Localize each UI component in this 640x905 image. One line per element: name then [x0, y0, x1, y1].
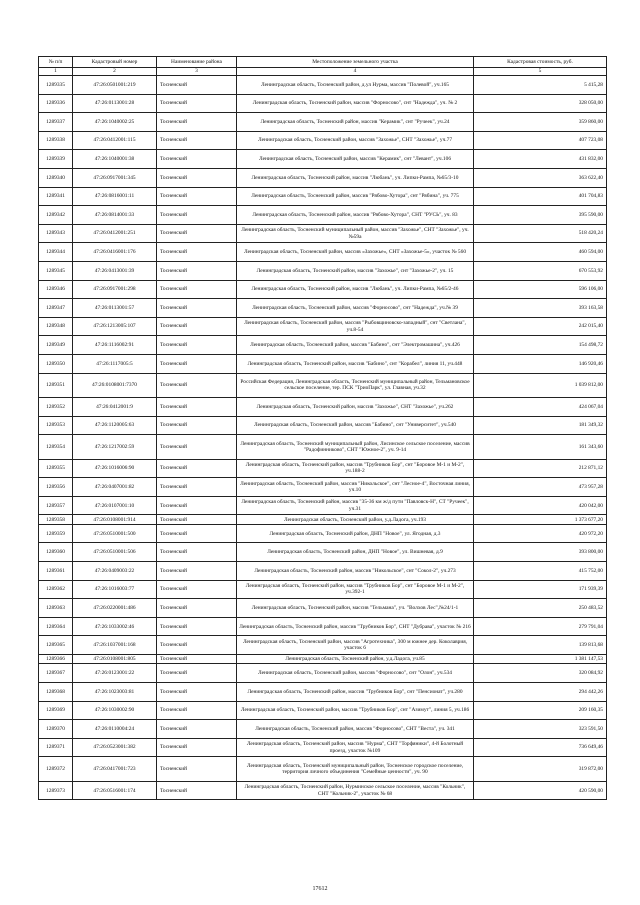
- table-row: [39, 94, 607, 113]
- table-row: [39, 416, 607, 435]
- cadastral-value-cell: 596 106,00: [474, 280, 607, 299]
- row-number-cell: 1289357: [39, 496, 73, 515]
- cadastral-value-cell: 518 420,24: [474, 224, 607, 243]
- column-number: 5: [474, 68, 607, 76]
- row-number-cell: 1289342: [39, 206, 73, 225]
- row-number-cell: 1289335: [39, 76, 73, 95]
- cadastral-number-cell: 47:26:1040001:38: [73, 150, 157, 169]
- cadastral-value-cell: 279 791,04: [474, 617, 607, 636]
- table-row: [39, 131, 607, 150]
- district-cell: Тосненский: [157, 373, 237, 398]
- cadastral-number-cell: 47:26:0510001:506: [73, 543, 157, 562]
- district-cell: Тосненский: [157, 524, 237, 543]
- cadastral-number-cell: 47:26:0113001:28: [73, 94, 157, 113]
- header-location: Местоположение земельного участка: [237, 57, 474, 68]
- location-cell: Ленинградская область, Тосненский район, массив "Рябово-Хутора", СНТ "РУСЬ", уч. 83: [237, 206, 474, 225]
- table-row: [39, 757, 607, 782]
- location-cell: Ленинградская область, Тосненский район, массив "Рябово-Хутора", снт "Рябина", уч. 775: [237, 187, 474, 206]
- cadastral-number-cell: 47:26:0220001:486: [73, 599, 157, 618]
- row-number-cell: 1289361: [39, 562, 73, 581]
- cadastral-number-cell: 47:26:1116002:91: [73, 336, 157, 355]
- cadastral-value-cell: 242 015,40: [474, 317, 607, 336]
- cadastral-value-cell: 181 349,32: [474, 416, 607, 435]
- location-cell: Ленинградская область, Тосненский район, массив "Трубников Бор", СНТ "Дубрава", участок № 216: [237, 617, 474, 636]
- district-cell: Тосненский: [157, 459, 237, 478]
- cadastral-value-cell: 415 752,00: [474, 562, 607, 581]
- location-cell: Ленинградская область, Тосненский район, массив "Бабино", снт "Корабел", линия 11, уч.448: [237, 354, 474, 373]
- cadastral-number-cell: 47:26:0501001:219: [73, 76, 157, 95]
- table-row: [39, 76, 607, 95]
- row-number-cell: 1289368: [39, 683, 73, 702]
- district-cell: Тосненский: [157, 299, 237, 318]
- location-cell: Ленинградская область, Тосненский район, массив "Форносово", СНТ "Веста", уч. 341: [237, 720, 474, 739]
- row-number-cell: 1289362: [39, 580, 73, 599]
- location-cell: Ленинградская область, Тосненский район, массив "Трубников Бор", снт "Азимут", линия 5, уч.186: [237, 701, 474, 720]
- cadastral-value-cell: 154 498,72: [474, 336, 607, 355]
- cadastral-number-cell: 47:26:1120005:63: [73, 416, 157, 435]
- location-cell: Ленинградская область, Тосненский район, Нурминское сельское поселение, массив "Кольник", СНТ "Кольник-2", участок № 68: [237, 781, 474, 800]
- district-cell: Тосненский: [157, 496, 237, 515]
- district-cell: Тосненский: [157, 720, 237, 739]
- table-row: [39, 636, 607, 655]
- cadastral-value-cell: 420 972,20: [474, 524, 607, 543]
- district-cell: Тосненский: [157, 261, 237, 280]
- cadastral-number-cell: 47:26:1030002:90: [73, 701, 157, 720]
- row-number-cell: 1289341: [39, 187, 73, 206]
- cadastral-number-cell: 47:26:0412001:115: [73, 131, 157, 150]
- row-number-cell: 1289347: [39, 299, 73, 318]
- row-number-cell: 1289340: [39, 168, 73, 187]
- table-row: [39, 515, 607, 524]
- location-cell: Ленинградская область, Тосненский район, ДНП "Новое", ул. Ягодная, д.3: [237, 524, 474, 543]
- cadastral-value-cell: 139 813,68: [474, 636, 607, 655]
- cadastral-value-cell: 328 050,00: [474, 94, 607, 113]
- row-number-cell: 1289369: [39, 701, 73, 720]
- cadastral-value-cell: 363 622,40: [474, 168, 607, 187]
- location-cell: Ленинградская область, Тосненский район, массив "Керамик", снт "Ручеек", уч.24: [237, 113, 474, 132]
- cadastral-number-cell: 47:26:0107001:10: [73, 496, 157, 515]
- row-number-cell: 1289360: [39, 543, 73, 562]
- cadastral-number-cell: 47:26:0110004:24: [73, 720, 157, 739]
- cadastral-value-cell: 320 084,92: [474, 664, 607, 683]
- row-number-cell: 1289356: [39, 478, 73, 497]
- table-row: [39, 206, 607, 225]
- location-cell: Ленинградская область, Тосненский район, массив "Трубников Бор", снт "Пенсионат", уч.280: [237, 683, 474, 702]
- location-cell: Ленинградская область, Тосненский район, массив "Трубников Бор", снт "Боровое М-1 и М-2", уч.188-2: [237, 459, 474, 478]
- cadastral-value-cell: 209 160,35: [474, 701, 607, 720]
- district-cell: Тосненский: [157, 224, 237, 243]
- cadastral-value-cell: 460 594,00: [474, 243, 607, 262]
- district-cell: Тосненский: [157, 131, 237, 150]
- table-row: [39, 113, 607, 132]
- district-cell: Тосненский: [157, 76, 237, 95]
- header-district: Наименование района: [157, 57, 237, 68]
- table-row: [39, 187, 607, 206]
- cadastral-number-cell: 47:26:1037001:168: [73, 636, 157, 655]
- cadastral-value-cell: 420 590,00: [474, 781, 607, 800]
- cadastral-value-cell: 161 343,60: [474, 435, 607, 460]
- location-cell: Ленинградская область, Тосненский район, массив "Трубников Бор", снт "Боровое М-1 и М-2", уч.392-1: [237, 580, 474, 599]
- district-cell: Тосненский: [157, 243, 237, 262]
- table-row: [39, 617, 607, 636]
- table-row: [39, 243, 607, 262]
- table-row: [39, 720, 607, 739]
- district-cell: Тосненский: [157, 336, 237, 355]
- table-row: [39, 478, 607, 497]
- location-cell: Ленинградская область, Тосненский район, массив «Захожье», СНТ «Захожье-5», участок № 560: [237, 243, 474, 262]
- row-number-cell: 1289354: [39, 435, 73, 460]
- row-number-cell: 1289350: [39, 354, 73, 373]
- cadastral-number-cell: 47:26:0108001:914: [73, 515, 157, 524]
- location-cell: Ленинградская область, Тосненский район, массив "Захожье", СНТ "Захожье", уч.77: [237, 131, 474, 150]
- row-number-cell: 1289336: [39, 94, 73, 113]
- row-number-cell: 1289353: [39, 416, 73, 435]
- table-row: [39, 373, 607, 398]
- cadastral-number-cell: 47:26:1040002:25: [73, 113, 157, 132]
- table-row: [39, 459, 607, 478]
- location-cell: Ленинградская область, Тосненский район, массив "Никольское", снт "Лесное-4", Восточная линия, уч.10: [237, 478, 474, 497]
- row-number-cell: 1289355: [39, 459, 73, 478]
- cadastral-value-cell: 424 067,04: [474, 398, 607, 417]
- header-cadastral-value: Кадастровая стоимость, руб.: [474, 57, 607, 68]
- table-row: [39, 336, 607, 355]
- cadastral-value-cell: 407 723,08: [474, 131, 607, 150]
- row-number-cell: 1289359: [39, 524, 73, 543]
- cadastral-number-cell: 47:26:0412001:9: [73, 398, 157, 417]
- location-cell: Ленинградская область, Тосненский район, массив "Рыбовщиновско-западный", снт "Светлана", уч.8-54: [237, 317, 474, 336]
- table-row: [39, 562, 607, 581]
- district-cell: Тосненский: [157, 280, 237, 299]
- table-row: [39, 781, 607, 800]
- table-row: [39, 261, 607, 280]
- cadastral-number-cell: 47:26:0409003:22: [73, 562, 157, 581]
- table-row: [39, 664, 607, 683]
- row-number-cell: 1289344: [39, 243, 73, 262]
- column-number: 1: [39, 68, 73, 76]
- location-cell: Ленинградская область, Тосненский район, массив "Никольское", снт "Сокол-2", уч.273: [237, 562, 474, 581]
- district-cell: Тосненский: [157, 168, 237, 187]
- page-number: 17612: [312, 886, 328, 892]
- cadastral-value-cell: 393 800,00: [474, 543, 607, 562]
- table-row: [39, 435, 607, 460]
- cadastral-value-cell: 319 872,00: [474, 757, 607, 782]
- row-number-cell: 1289346: [39, 280, 73, 299]
- row-number-cell: 1289373: [39, 781, 73, 800]
- cadastral-number-cell: 47:26:0917001:298: [73, 280, 157, 299]
- column-number: 3: [157, 68, 237, 76]
- column-number: 4: [237, 68, 474, 76]
- district-cell: Тосненский: [157, 781, 237, 800]
- cadastral-number-cell: 47:26:1016006:90: [73, 459, 157, 478]
- cadastral-number-cell: 47:26:1016003:77: [73, 580, 157, 599]
- district-cell: Тосненский: [157, 435, 237, 460]
- cadastral-value-cell: 323 591,50: [474, 720, 607, 739]
- cadastral-number-cell: 47:26:0516001:174: [73, 781, 157, 800]
- cadastral-number-cell: 47:26:0816001:11: [73, 187, 157, 206]
- table-row: [39, 150, 607, 169]
- row-number-cell: 1289338: [39, 131, 73, 150]
- cadastral-value-cell: 294 442,26: [474, 683, 607, 702]
- location-cell: Ленинградская область, Тосненский район, д.ул Нурма, массив "Полевой", уч.165: [237, 76, 474, 95]
- location-cell: Ленинградская область, Тосненский район, массив "Любань", уч. Липки-Рампа, №65/2-46: [237, 280, 474, 299]
- table-row: [39, 299, 607, 318]
- row-number-cell: 1289370: [39, 720, 73, 739]
- cadastral-number-cell: 47:26:0123001:22: [73, 664, 157, 683]
- row-number-cell: 1289366: [39, 655, 73, 664]
- table-row: [39, 543, 607, 562]
- column-number-row: [39, 68, 607, 76]
- table-row: [39, 683, 607, 702]
- cadastral-number-cell: 47:26:1217002:59: [73, 435, 157, 460]
- table-row: [39, 599, 607, 618]
- cadastral-value-cell: 1 373 677,20: [474, 515, 607, 524]
- cadastral-value-cell: 359 860,00: [474, 113, 607, 132]
- header-row-number: № п/п: [39, 57, 73, 68]
- location-cell: Ленинградская область, Тосненский муниципальный район, массив "Захожье", СНТ "Захожье", уч.№59а: [237, 224, 474, 243]
- location-cell: Ленинградская область, Тосненский район, массив "Форносово", снт "Надежда", уч.№ 39: [237, 299, 474, 318]
- cadastral-number-cell: 47:26:1213005:107: [73, 317, 157, 336]
- district-cell: Тосненский: [157, 580, 237, 599]
- location-cell: Ленинградская область, Тосненский район, массив "Любань", уч. Липки-Рампа, №65/3-10: [237, 168, 474, 187]
- cadastral-number-cell: 47:26:0416001:176: [73, 243, 157, 262]
- district-cell: Тосненский: [157, 655, 237, 664]
- cadastral-number-cell: 47:26:1033002:46: [73, 617, 157, 636]
- cadastral-number-cell: 47:26:1117005:5: [73, 354, 157, 373]
- cadastral-value-cell: 171 939,39: [474, 580, 607, 599]
- cadastral-value-cell: 1 381 147,53: [474, 655, 607, 664]
- row-number-cell: 1289337: [39, 113, 73, 132]
- district-cell: Тосненский: [157, 317, 237, 336]
- table-row: [39, 524, 607, 543]
- row-number-cell: 1289371: [39, 738, 73, 757]
- cadastral-number-cell: 47:26:0113001:57: [73, 299, 157, 318]
- header-cadastral-number: Кадастровый номер: [73, 57, 157, 68]
- cadastral-value-cell: 401 704,83: [474, 187, 607, 206]
- table-row: [39, 224, 607, 243]
- district-cell: Тосненский: [157, 150, 237, 169]
- location-cell: Ленинградская область, Тосненский район, массив "Захожье", снт "Захожье-2", уч. 15: [237, 261, 474, 280]
- location-cell: Ленинградская область, Тосненский район, массив "Бабино", снт "Университет", уч.540: [237, 416, 474, 435]
- table-row: [39, 168, 607, 187]
- row-number-cell: 1289343: [39, 224, 73, 243]
- district-cell: Тосненский: [157, 636, 237, 655]
- table-row: [39, 580, 607, 599]
- table-row: [39, 280, 607, 299]
- row-number-cell: 1289348: [39, 317, 73, 336]
- district-cell: Тосненский: [157, 478, 237, 497]
- cadastral-value-cell: 670 553,92: [474, 261, 607, 280]
- cadastral-value-cell: 420 042,00: [474, 496, 607, 515]
- location-cell: Ленинградская область, Тосненский район, массив "Нурма", СНТ "Торфяники", 4-й Болотный проезд, участок №109: [237, 738, 474, 757]
- table-row: [39, 354, 607, 373]
- location-cell: Ленинградская область, Тосненский район, ДНП "Новое", ул. Вишневая, д.9: [237, 543, 474, 562]
- cadastral-number-cell: 47:26:0412001:251: [73, 224, 157, 243]
- district-cell: Тосненский: [157, 398, 237, 417]
- row-number-cell: 1289364: [39, 617, 73, 636]
- row-number-cell: 1289339: [39, 150, 73, 169]
- table-row: [39, 701, 607, 720]
- district-cell: Тосненский: [157, 515, 237, 524]
- district-cell: Тосненский: [157, 562, 237, 581]
- location-cell: Ленинградская область, Тосненский район, у.д.Ладога, уч.85: [237, 655, 474, 664]
- table-header-row: [39, 57, 607, 68]
- district-cell: Тосненский: [157, 416, 237, 435]
- row-number-cell: 1289349: [39, 336, 73, 355]
- table-body: [39, 76, 607, 800]
- table-row: [39, 738, 607, 757]
- cadastral-value-table: [38, 56, 607, 800]
- cadastral-value-sheet: [38, 56, 606, 800]
- cadastral-number-cell: 47:26:0917001:345: [73, 168, 157, 187]
- column-number: 2: [73, 68, 157, 76]
- cadastral-number-cell: 47:26:0417001:723: [73, 757, 157, 782]
- cadastral-value-cell: 395 590,00: [474, 206, 607, 225]
- district-cell: Тосненский: [157, 206, 237, 225]
- district-cell: Тосненский: [157, 683, 237, 702]
- cadastral-value-cell: 736 649,46: [474, 738, 607, 757]
- row-number-cell: 1289372: [39, 757, 73, 782]
- table-row: [39, 655, 607, 664]
- table-row: [39, 398, 607, 417]
- cadastral-number-cell: 47:26:0814001:33: [73, 206, 157, 225]
- table-row: [39, 317, 607, 336]
- row-number-cell: 1289358: [39, 515, 73, 524]
- district-cell: Тосненский: [157, 701, 237, 720]
- location-cell: Ленинградская область, Тосненский район, массив "Бабино", снт "Электромашина", уч.426: [237, 336, 474, 355]
- location-cell: Ленинградская область, Тосненский муниципальный район, Лисинское сельское поселение, массив "Радофинниково", СНТ "Южное-2", уч. 9-14: [237, 435, 474, 460]
- location-cell: Российская Федерация, Ленинградская область, Тосненский муниципальный район, Тельмановское сельское поселение, тер. ПСК "ТриоПарк", ул. Главная, уч.32: [237, 373, 474, 398]
- cadastral-number-cell: 47:26:0407001:82: [73, 478, 157, 497]
- cadastral-number-cell: 47:26:0413001:39: [73, 261, 157, 280]
- cadastral-value-cell: 250 483,52: [474, 599, 607, 618]
- location-cell: Ленинградская область, Тосненский муниципальный район, Тосненское городское поселение, территория личного объединения "Семейные ценности", уч. 90: [237, 757, 474, 782]
- location-cell: Ленинградская область, Тосненский район, у.д.Ладога, уч.193: [237, 515, 474, 524]
- cadastral-value-cell: 212 871,12: [474, 459, 607, 478]
- row-number-cell: 1289365: [39, 636, 73, 655]
- district-cell: Тосненский: [157, 738, 237, 757]
- cadastral-number-cell: 47:26:0108001:805: [73, 655, 157, 664]
- cadastral-number-cell: 47:26:1023003:81: [73, 683, 157, 702]
- row-number-cell: 1289363: [39, 599, 73, 618]
- cadastral-value-cell: 473 957,28: [474, 478, 607, 497]
- cadastral-number-cell: 47:26:0523001:382: [73, 738, 157, 757]
- location-cell: Ленинградская область, Тосненский район, массив "Форносово", снт "Олон", уч.534: [237, 664, 474, 683]
- table-row: [39, 496, 607, 515]
- row-number-cell: 1289345: [39, 261, 73, 280]
- district-cell: Тосненский: [157, 664, 237, 683]
- cadastral-value-cell: 5 415,28: [474, 76, 607, 95]
- district-cell: Тосненский: [157, 757, 237, 782]
- cadastral-value-cell: 1 039 812,00: [474, 373, 607, 398]
- district-cell: Тосненский: [157, 599, 237, 618]
- location-cell: Ленинградская область, Тосненский район, массив "Захожье", СНТ "Захожье", уч.262: [237, 398, 474, 417]
- location-cell: Ленинградская область, Тосненский район, массив "Тельмана", уч. "Волхов Лес",№24/1-1: [237, 599, 474, 618]
- cadastral-value-cell: 393 163,58: [474, 299, 607, 318]
- cadastral-number-cell: 47:26:0108001:7370: [73, 373, 157, 398]
- location-cell: Ленинградская область, Тосненский район, массив "Агротехника", 300 м южнее дер. Коколаврия, участок 6: [237, 636, 474, 655]
- location-cell: Ленинградская область, Тосненский район, массив "Форносово", снт "Надежда", уч. № 2: [237, 94, 474, 113]
- district-cell: Тосненский: [157, 617, 237, 636]
- district-cell: Тосненский: [157, 354, 237, 373]
- row-number-cell: 1289352: [39, 398, 73, 417]
- row-number-cell: 1289351: [39, 373, 73, 398]
- location-cell: Ленинградская область, Тосненский район, массив "35-36 км ж/д пути "Павловск-Н", СТ "Ручеек", уч.31: [237, 496, 474, 515]
- cadastral-value-cell: 431 832,00: [474, 150, 607, 169]
- row-number-cell: 1289367: [39, 664, 73, 683]
- cadastral-value-cell: 146 920,46: [474, 354, 607, 373]
- cadastral-number-cell: 47:26:0510001:500: [73, 524, 157, 543]
- district-cell: Тосненский: [157, 187, 237, 206]
- district-cell: Тосненский: [157, 543, 237, 562]
- district-cell: Тосненский: [157, 94, 237, 113]
- location-cell: Ленинградская область, Тосненский район, массив "Керамик", снт "Левант", уч.106: [237, 150, 474, 169]
- district-cell: Тосненский: [157, 113, 237, 132]
